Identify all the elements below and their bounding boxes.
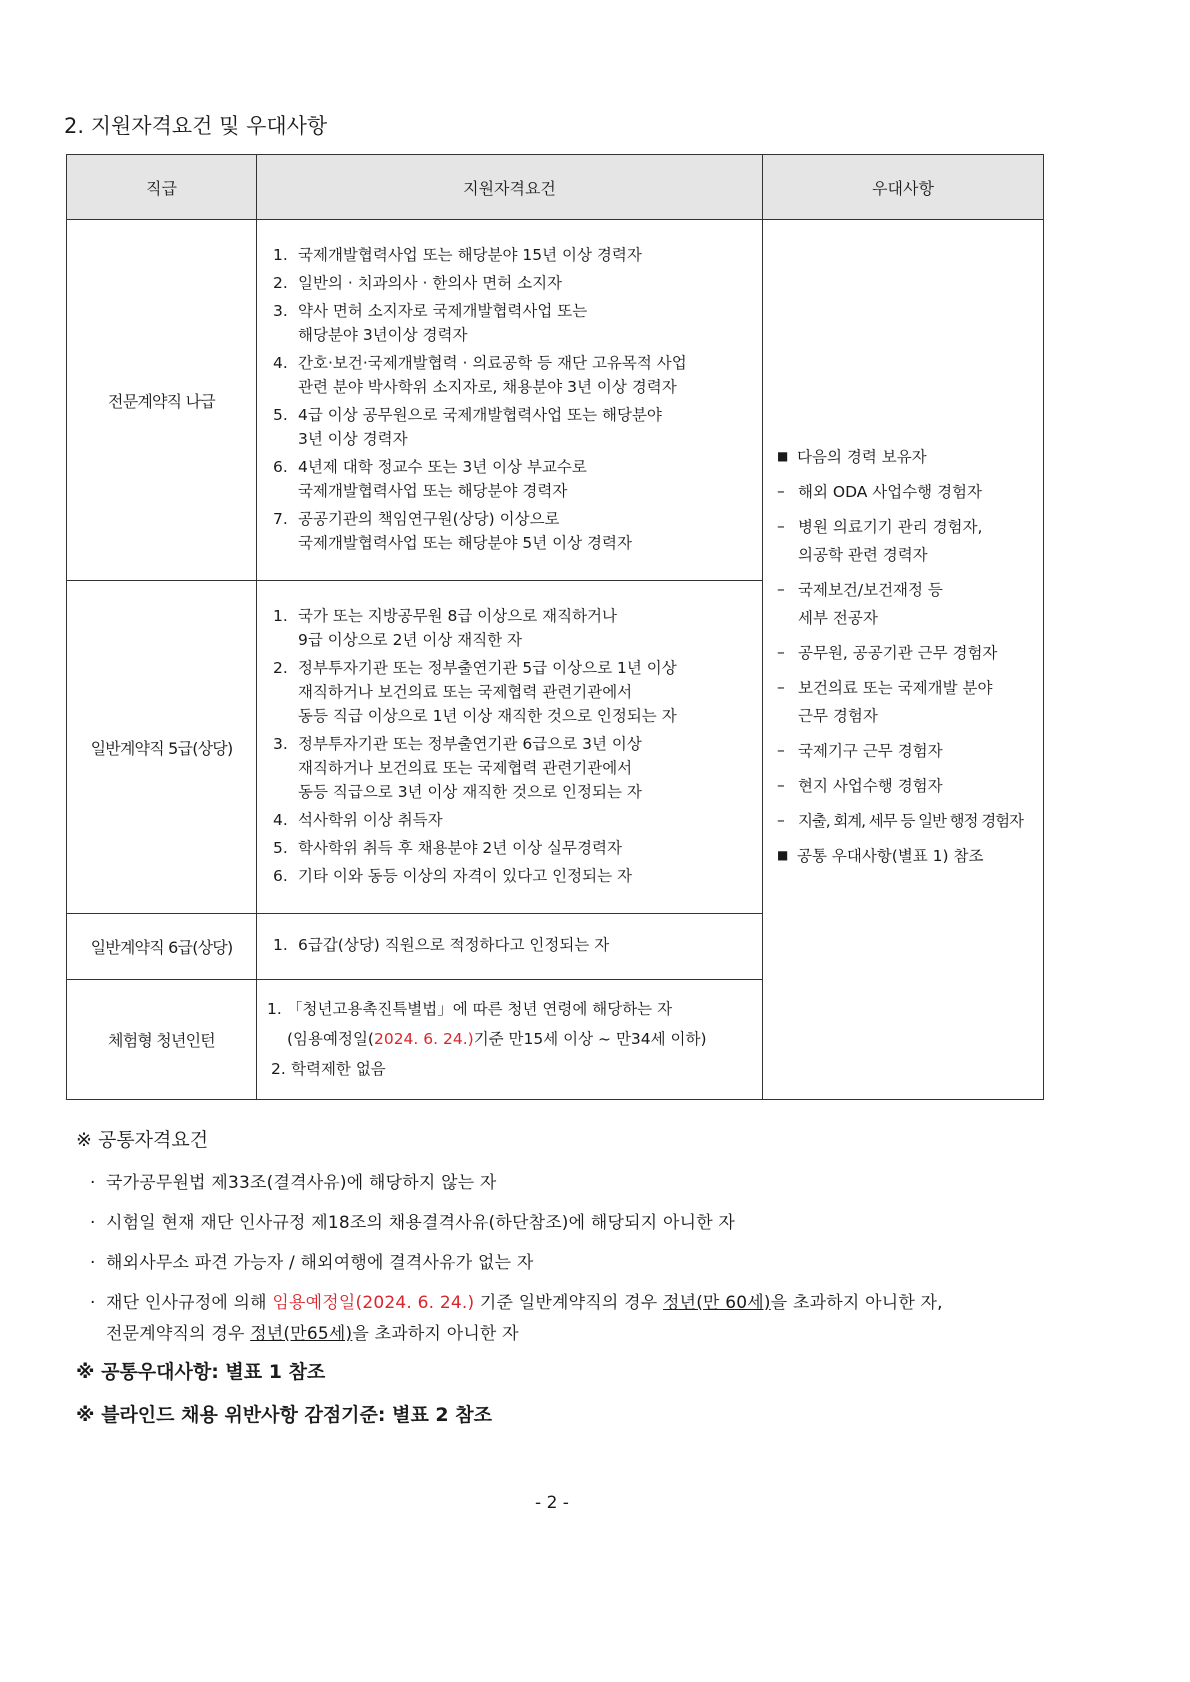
preference-text — [798, 737, 943, 765]
list-item — [90, 1168, 497, 1193]
preference-item — [777, 807, 1043, 835]
list-item — [273, 507, 756, 555]
item-line: 국제개발협력사업 또는 해당분야 5년 이상 경력자 — [298, 534, 632, 553]
preference-line: 지출, 회계, 세무 등 일반 행정 경험자 — [798, 811, 1023, 830]
table-row — [67, 220, 1044, 581]
item-line: 관련 분야 박사학위 소지자로, 채용분야 3년 이상 경력자 — [298, 378, 677, 397]
bullet-mark: · — [90, 1213, 96, 1233]
preference-line: 세부 전공자 — [798, 608, 878, 627]
rank-cell: 체험형 청년인턴 — [67, 979, 257, 1099]
item-line: 4년제 대학 정교수 또는 3년 이상 부교수로 — [298, 458, 587, 477]
preference-line: 다음의 경력 보유자 — [797, 447, 927, 466]
item-text: 시험일 현재 재단 인사규정 제18조의 채용결격사유(하단참조)에 해당되지 아니한 자 — [106, 1213, 736, 1233]
list-item — [267, 1054, 756, 1084]
item-number: 6. — [273, 867, 288, 886]
item-line: 공공기관의 책임연구원(상당) 이상으로 — [298, 510, 560, 529]
preference-line: 국제기구 근무 경험자 — [798, 741, 943, 760]
item-text — [298, 271, 562, 295]
dash-marker: – — [777, 516, 785, 535]
preference-line: 보건의료 또는 국제개발 분야 — [798, 678, 993, 697]
note-common-preference: ※ 공통우대사항: 별표 1 참조 — [76, 1361, 326, 1383]
preference-line: 해외 ODA 사업수행 경험자 — [798, 482, 983, 501]
preference-line: 근무 경험자 — [798, 706, 878, 725]
item-line: 6급갑(상당) 직원으로 적정하다고 인정되는 자 — [298, 936, 610, 955]
bullet-mark: · — [90, 1253, 96, 1273]
item-line: 9급 이상으로 2년 이상 재직한 자 — [298, 631, 523, 650]
preference-item — [777, 674, 1043, 730]
item-text — [298, 507, 632, 555]
item-line: 재직하거나 보건의료 또는 국제협력 관련기관에서 — [298, 683, 633, 702]
preference-text — [797, 842, 983, 870]
preference-line: 공통 우대사항(별표 1) 참조 — [797, 846, 984, 865]
item-line: 약사 면허 소지자로 국제개발협력사업 또는 — [298, 302, 588, 321]
item-number: 5. — [273, 406, 288, 425]
item-number: 1. — [273, 936, 288, 955]
item-text — [298, 836, 622, 860]
item-line: 일반의 · 치과의사 · 한의사 면허 소지자 — [298, 274, 563, 293]
list-item — [273, 243, 756, 267]
header-qualification: 지원자격요건 — [257, 155, 763, 220]
list-item — [90, 1248, 533, 1273]
item-line: 국가 또는 지방공무원 8급 이상으로 재직하거나 — [298, 607, 617, 626]
item-number: 2. — [273, 659, 288, 678]
preference-text — [798, 478, 982, 506]
item-number: 4. — [273, 354, 288, 373]
item-number: 6. — [273, 458, 288, 477]
header-preference: 우대사항 — [763, 155, 1044, 220]
dash-marker: – — [777, 810, 785, 829]
preference-line: 국제보건/보건재정 등 — [798, 580, 943, 599]
list-item — [273, 732, 756, 804]
item-number: 3. — [273, 302, 288, 321]
retirement-age-general: 정년(만 60세) — [662, 1293, 771, 1313]
item-number: 3. — [273, 735, 288, 754]
preference-line: 병원 의료기기 관리 경험자, — [798, 517, 983, 536]
header-rank: 직급 — [67, 155, 257, 220]
item-text: 재단 인사규정에 의해 — [106, 1293, 273, 1313]
item-text — [298, 403, 662, 451]
dash-marker: – — [777, 642, 785, 661]
list-item — [273, 933, 756, 957]
square-bullet-icon: ■ — [777, 847, 789, 862]
qualification-table — [66, 154, 1044, 1100]
item-number: 1. — [273, 246, 288, 265]
item-line: 재직하거나 보건의료 또는 국제협력 관련기관에서 — [298, 759, 633, 778]
note-blind-recruitment: ※ 블라인드 채용 위반사항 감점기준: 별표 2 참조 — [76, 1404, 492, 1426]
intern-date: 2024. 6. 24.) — [373, 1030, 474, 1049]
item-text: 「청년고용촉진특별법」에 따른 청년 연령에 해당하는 자 — [287, 1000, 673, 1019]
item-line: 국제개발협력사업 또는 해당분야 경력자 — [298, 482, 568, 501]
rank-cell: 일반계약직 5급(상당) — [67, 581, 257, 913]
item-line: 석사학위 이상 취득자 — [298, 811, 443, 830]
dash-marker: – — [777, 677, 785, 696]
preference-cell — [763, 220, 1044, 1100]
item-text — [298, 455, 587, 503]
list-item — [273, 455, 756, 503]
section-title: 2. 지원자격요건 및 우대사항 — [64, 114, 328, 138]
item-text — [298, 864, 632, 888]
item-text — [298, 243, 642, 267]
preference-line: 현지 사업수행 경험자 — [798, 776, 943, 795]
item-line: 간호·보건·국제개발협력 · 의료공학 등 재단 고유목적 사업 — [298, 354, 687, 373]
preference-text — [798, 639, 997, 667]
list-item — [273, 299, 756, 347]
item-number: 1. — [273, 607, 288, 626]
preference-text — [798, 674, 992, 730]
preference-item — [777, 737, 1043, 765]
item-line: 동등 직급 이상으로 1년 이상 재직한 것으로 인정되는 자 — [298, 707, 677, 726]
preference-item — [777, 513, 1043, 569]
list-item — [273, 604, 756, 652]
item-number: 7. — [273, 510, 288, 529]
item-text: 전문계약직의 경우 — [106, 1324, 251, 1344]
dash-marker: – — [777, 775, 785, 794]
item-line: 해당분야 3년이상 경력자 — [298, 326, 468, 345]
list-item — [273, 351, 756, 399]
qualification-cell — [257, 979, 763, 1099]
table-header-row — [67, 155, 1044, 220]
item-text — [298, 299, 587, 347]
preference-line: 의공학 관련 경력자 — [798, 545, 928, 564]
preference-text — [798, 513, 982, 569]
dash-marker: – — [777, 579, 785, 598]
item-text: 기준 만15세 이상 ~ 만34세 이하) — [473, 1030, 707, 1049]
preference-item — [777, 478, 1043, 506]
list-item — [267, 994, 756, 1024]
item-number: 2. — [271, 1060, 286, 1079]
item-line: 학사학위 취득 후 채용분야 2년 이상 실무경력자 — [298, 839, 622, 858]
item-text: 을 초과하지 아니한 자 — [352, 1324, 519, 1344]
item-text — [298, 808, 443, 832]
item-text: 학력제한 없음 — [291, 1060, 386, 1079]
list-item-continuation — [106, 1319, 519, 1344]
preference-text — [798, 807, 1023, 835]
retirement-age-professional: 정년(만65세) — [250, 1324, 353, 1344]
item-line: 국제개발협력사업 또는 해당분야 15년 이상 경력자 — [298, 246, 642, 265]
preference-item — [777, 576, 1043, 632]
square-bullet-icon: ■ — [777, 448, 789, 463]
item-text: (임용예정일( — [287, 1030, 374, 1049]
item-text: 기준 일반계약직의 경우 — [474, 1293, 663, 1313]
item-line: 3년 이상 경력자 — [298, 430, 408, 449]
list-item — [273, 836, 756, 860]
preference-line: 공무원, 공공기관 근무 경험자 — [798, 643, 998, 662]
item-text — [298, 933, 609, 957]
preference-item — [777, 639, 1043, 667]
bullet-mark: · — [90, 1173, 96, 1193]
item-number: 5. — [273, 839, 288, 858]
item-text — [298, 656, 677, 728]
page-number: - 2 - — [535, 1493, 569, 1513]
bullet-mark: · — [90, 1293, 96, 1313]
list-item — [267, 1024, 756, 1054]
preference-text — [798, 576, 943, 632]
list-item — [273, 656, 756, 728]
item-number: 1. — [267, 1000, 282, 1019]
qualification-cell — [257, 581, 763, 913]
item-text: 국가공무원법 제33조(결격사유)에 해당하지 않는 자 — [106, 1173, 497, 1193]
appointment-date: 임용예정일(2024. 6. 24.) — [272, 1293, 475, 1313]
item-text — [298, 351, 687, 399]
list-item — [273, 403, 756, 451]
item-text — [298, 732, 642, 804]
qualification-cell — [257, 220, 763, 581]
item-text — [298, 604, 617, 652]
list-item — [273, 271, 756, 295]
item-number: 4. — [273, 811, 288, 830]
preference-item — [777, 842, 1043, 870]
item-line: 동등 직급으로 3년 이상 재직한 것으로 인정되는 자 — [298, 783, 642, 802]
common-requirements-heading: ※ 공통자격요건 — [76, 1129, 209, 1151]
dash-marker: – — [777, 481, 785, 500]
dash-marker: – — [777, 740, 785, 759]
preference-text — [797, 443, 927, 471]
rank-cell: 전문계약직 나급 — [67, 220, 257, 581]
item-text: 해외사무소 파견 가능자 / 해외여행에 결격사유가 없는 자 — [106, 1253, 534, 1273]
preference-text — [798, 772, 943, 800]
preference-item — [777, 772, 1043, 800]
rank-cell: 일반계약직 6급(상당) — [67, 913, 257, 979]
list-item — [90, 1288, 943, 1313]
item-line: 기타 이와 동등 이상의 자격이 있다고 인정되는 자 — [298, 867, 632, 886]
item-line: 정부투자기관 또는 정부출연기관 6급으로 3년 이상 — [298, 735, 642, 754]
preference-item — [777, 443, 1043, 471]
item-text: 을 초과하지 아니한 자, — [770, 1293, 943, 1313]
qualification-cell — [257, 913, 763, 979]
preference-list — [777, 443, 1043, 870]
list-item — [273, 808, 756, 832]
list-item — [90, 1208, 735, 1233]
item-line: 4급 이상 공무원으로 국제개발협력사업 또는 해당분야 — [298, 406, 662, 425]
list-item — [273, 864, 756, 888]
item-line: 정부투자기관 또는 정부출연기관 5급 이상으로 1년 이상 — [298, 659, 677, 678]
item-number: 2. — [273, 274, 288, 293]
